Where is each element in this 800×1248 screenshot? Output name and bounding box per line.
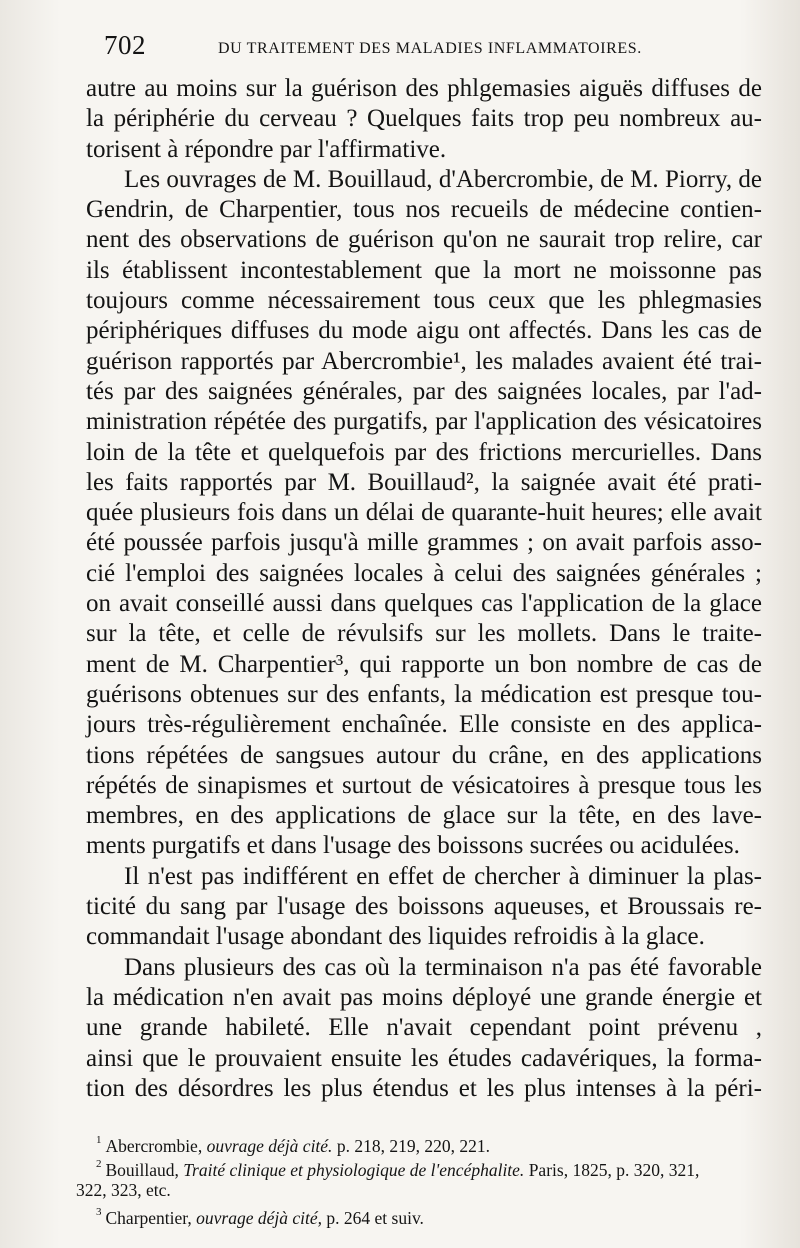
footnote-author: Charpentier,: [105, 1207, 192, 1228]
footnote-pages: p. 264 et suiv.: [326, 1207, 424, 1228]
text-line: torisent à répondre par l'affirmative.: [86, 135, 447, 163]
text-line: ainsi que le prouvaient ensuite les études cadavériques, la forma-: [86, 1044, 762, 1072]
footnote-author: Abercrombie,: [105, 1135, 203, 1156]
footnote-work: Traité clinique et physiologique de l'encéphalite.: [183, 1159, 525, 1180]
text-line: ils établissent incontestablement que la mort ne moissonne pas: [86, 256, 762, 284]
text-line: tion des désordres les plus étendus et les plus intenses à la péri-: [86, 1074, 762, 1102]
text-line: ticité du sang par l'usage des boissons aqueuses, et Broussais re-: [86, 893, 762, 921]
body-text: [86, 74, 762, 1104]
text-line: quée plusieurs fois dans un délai de quarante-huit heures; elle avait: [86, 499, 762, 527]
text-line: nent des observations de guérison qu'on ne saurait trop relire, car: [86, 226, 762, 254]
text-line: ment de M. Charpentier³, qui rapporte un bon nombre de cas de: [86, 650, 762, 678]
footnote-2: [76, 1154, 766, 1178]
footnote-3: [76, 1202, 766, 1226]
text-line: toujours comme nécessairement tous ceux que les phlegmasies: [86, 287, 762, 315]
text-line: commandait l'usage abondant des liquides refroidis à la glace.: [86, 923, 705, 951]
footnote-mark: 3: [96, 1206, 102, 1218]
text-line: ministration répétée des purgatifs, par l'application des vésicatoires: [86, 408, 762, 436]
text-line: Dans plusieurs des cas où la terminaison n'a pas été favorable: [124, 953, 762, 981]
page-number: 702: [104, 30, 146, 60]
text-line: répétés de sinapismes et surtout de vésicatoires à presque tous les: [86, 771, 762, 799]
footnote-1: [76, 1130, 766, 1154]
text-line: une grande habileté. Elle n'avait cependant point prévenu ,: [86, 1014, 762, 1042]
text-line: loin de la tête et quelquefois par des frictions mercurielles. Dans: [86, 438, 762, 466]
text-line: périphériques diffuses du mode aigu ont affectés. Dans les cas de: [86, 317, 762, 345]
text-line: guérisons obtenues sur des enfants, la médication est presque tou-: [86, 680, 762, 708]
text-line: on avait conseillé aussi dans quelques cas l'application de la glace: [86, 590, 762, 618]
text-line: guérison rapportés par Abercrombie¹, les malades avaient été trai-: [86, 347, 762, 375]
footnote-work: ouvrage déjà cité.: [206, 1135, 333, 1156]
text-line: la médication n'en avait pas moins déployé une grande énergie et: [86, 983, 762, 1011]
text-line: les faits rapportés par M. Bouillaud², la saignée avait été prati-: [86, 468, 762, 496]
text-line: tions répétées de sangsues autour du crâne, en des applications: [86, 741, 762, 769]
footnote-pages: p. 218, 219, 220, 221.: [336, 1135, 490, 1156]
text-line: Gendrin, de Charpentier, tous nos recueils de médecine contien-: [86, 196, 762, 224]
text-line: ments purgatifs et dans l'usage des boissons sucrées ou acidulées.: [86, 832, 740, 860]
footnote-work: ouvrage déjà cité,: [196, 1207, 323, 1228]
text-line: Il n'est pas indifférent en effet de chercher à diminuer la plas-: [124, 862, 762, 890]
footnote-2-continued: 322, 323, etc.: [76, 1180, 171, 1200]
text-line: autre au moins sur la guérison des phlgemasies aiguës diffuses de: [86, 75, 762, 102]
footnote-pages: Paris, 1825, p. 320, 321,: [528, 1159, 700, 1180]
text-line: membres, en des applications de glace sur la tête, en des lave-: [86, 802, 762, 830]
text-line: tés par des saignées générales, par des saignées locales, par l'ad-: [86, 377, 762, 405]
text-line: sur la tête, et celle de révulsifs sur les mollets. Dans le traite-: [86, 620, 762, 648]
page-header: [104, 30, 664, 64]
footnote-author: Bouillaud,: [105, 1159, 179, 1180]
text-line: Les ouvrages de M. Bouillaud, d'Abercrombie, de M. Piorry, de: [124, 165, 762, 193]
text-line: la périphérie du cerveau ? Quelques faits trop peu nombreux au-: [86, 105, 762, 133]
text-line: été poussée parfois jusqu'à mille grammes ; on avait parfois asso-: [86, 529, 762, 557]
text-line: cié l'emploi des saignées locales à celui des saignées générales ;: [86, 559, 762, 587]
running-title: DU TRAITEMENT DES MALADIES INFLAMMATOIRES.: [218, 40, 642, 57]
footnote-mark: 2: [96, 1158, 102, 1170]
footnotes: [76, 1130, 766, 1226]
footnote-mark: 1: [96, 1134, 102, 1146]
text-line: jours très-régulièrement enchaînée. Elle consiste en des applica-: [86, 711, 762, 739]
